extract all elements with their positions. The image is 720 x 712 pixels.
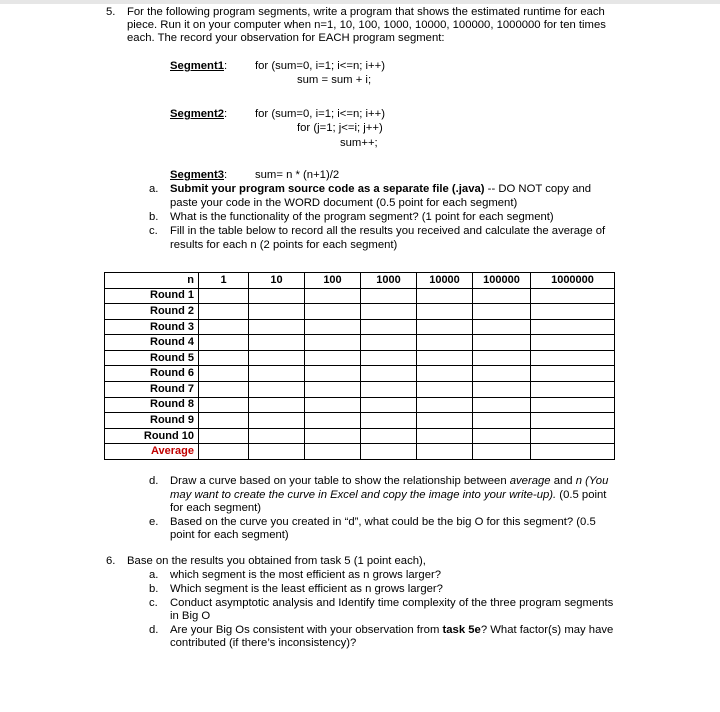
round-label: Round 7 xyxy=(105,382,199,398)
result-cell xyxy=(361,382,417,398)
result-cell xyxy=(305,304,361,320)
result-cell xyxy=(417,382,473,398)
item-d-line-2 xyxy=(170,489,606,503)
result-cell xyxy=(249,397,305,413)
item-a-rest: -- DO NOT copy and xyxy=(484,183,592,195)
question-5-intro-line-1: For the following program segments, write a program that shows the estimated runtime for each xyxy=(127,6,605,18)
header-cell-value: 100 xyxy=(305,273,361,289)
item-d-line-3: for each segment) xyxy=(170,502,262,514)
average-label: Average xyxy=(105,444,199,460)
result-cell xyxy=(249,350,305,366)
result-cell xyxy=(361,428,417,444)
header-cell-value: 1000 xyxy=(361,273,417,289)
result-cell xyxy=(199,397,249,413)
average-cell xyxy=(417,444,473,460)
result-cell xyxy=(531,288,615,304)
result-cell xyxy=(531,397,615,413)
item-d-line-1 xyxy=(170,475,608,489)
round-label: Round 5 xyxy=(105,350,199,366)
result-cell xyxy=(199,382,249,398)
round-label: Round 1 xyxy=(105,288,199,304)
header-cell-n: n xyxy=(105,273,199,289)
result-cell xyxy=(417,350,473,366)
round-label: Round 10 xyxy=(105,428,199,444)
result-cell xyxy=(531,366,615,382)
table-row xyxy=(105,382,615,398)
item-e-line-2: point for each segment) xyxy=(170,529,289,541)
segment-2-code-line-1: for (sum=0, i=1; i<=n; i++) xyxy=(255,108,385,120)
result-cell xyxy=(473,366,531,382)
table-header-row xyxy=(105,273,615,289)
item-e-line-1: Based on the curve you created in “d”, what could be the big O for this segment? (0.5 xyxy=(170,516,596,528)
item-d-letter: d. xyxy=(149,475,159,487)
item-a-bold: Submit your program source code as a separate file (.java) xyxy=(170,183,485,195)
result-cell xyxy=(199,413,249,429)
average-row xyxy=(105,444,615,460)
result-cell xyxy=(473,397,531,413)
result-cell xyxy=(531,382,615,398)
header-cell-value: 1000000 xyxy=(531,273,615,289)
average-cell xyxy=(249,444,305,460)
item-a-line-2: paste your code in the WORD document (0.5 point for each segment) xyxy=(170,197,518,209)
result-cell xyxy=(249,428,305,444)
header-cell-value: 10 xyxy=(249,273,305,289)
results-table-body xyxy=(105,273,615,460)
table-row xyxy=(105,428,615,444)
average-cell xyxy=(531,444,615,460)
result-cell xyxy=(199,304,249,320)
result-cell xyxy=(361,350,417,366)
table-row xyxy=(105,319,615,335)
item-d-average: average xyxy=(509,475,551,487)
item-c-line-2: results for each n (2 points for each segment) xyxy=(170,239,398,251)
result-cell xyxy=(361,288,417,304)
q6-item-d-post: ? What factor(s) may have xyxy=(480,624,614,636)
result-cell xyxy=(473,382,531,398)
table-row xyxy=(105,335,615,351)
segment-2-code-line-2: for (j=1; j<=i; j++) xyxy=(297,122,383,134)
item-d-and: and xyxy=(550,475,576,487)
q6-item-d-pre: Are your Big Os consistent with your observation from xyxy=(170,624,443,636)
q6-item-a-letter: a. xyxy=(149,569,159,581)
item-d-paren: (You xyxy=(582,475,609,487)
table-row xyxy=(105,288,615,304)
result-cell xyxy=(473,428,531,444)
result-cell xyxy=(417,288,473,304)
segment-1-code-line-2: sum = sum + i; xyxy=(297,74,372,86)
q6-item-d-line-1 xyxy=(170,624,613,638)
result-cell xyxy=(249,413,305,429)
question-5-number: 5. xyxy=(106,6,116,18)
segment-3-code: sum= n * (n+1)/2 xyxy=(255,169,340,181)
round-label: Round 6 xyxy=(105,366,199,382)
table-row xyxy=(105,366,615,382)
result-cell xyxy=(249,288,305,304)
segment-3-heading: Segment3: xyxy=(170,169,228,181)
result-cell xyxy=(361,304,417,320)
segment-1-heading: Segment1: xyxy=(170,60,228,72)
round-label: Round 8 xyxy=(105,397,199,413)
result-cell xyxy=(305,397,361,413)
question-5-intro-line-3: each. The record your observation for EACH program segment: xyxy=(127,32,445,44)
item-d-n: n xyxy=(575,475,582,487)
result-cell xyxy=(305,335,361,351)
result-cell xyxy=(361,319,417,335)
result-cell xyxy=(473,304,531,320)
result-cell xyxy=(199,319,249,335)
average-cell xyxy=(361,444,417,460)
result-cell xyxy=(531,428,615,444)
item-d-italic: may want to create the curve in Excel and copy the image into your write-up). xyxy=(170,489,557,501)
q6-item-d-letter: d. xyxy=(149,624,159,636)
result-cell xyxy=(473,335,531,351)
result-cell xyxy=(361,413,417,429)
result-cell xyxy=(305,288,361,304)
round-label: Round 9 xyxy=(105,413,199,429)
result-cell xyxy=(305,366,361,382)
result-cell xyxy=(531,350,615,366)
item-c-line-1: Fill in the table below to record all the results you received and calculate the average of xyxy=(170,225,606,237)
q6-item-d-line-2: contributed (if there’s inconsistency)? xyxy=(170,637,357,649)
result-cell xyxy=(199,366,249,382)
round-label: Round 2 xyxy=(105,304,199,320)
result-cell xyxy=(417,366,473,382)
result-cell xyxy=(361,366,417,382)
result-cell xyxy=(249,319,305,335)
result-cell xyxy=(199,335,249,351)
item-b-letter: b. xyxy=(149,211,159,223)
header-cell-value: 100000 xyxy=(473,273,531,289)
table-row xyxy=(105,413,615,429)
result-cell xyxy=(199,428,249,444)
result-cell xyxy=(305,350,361,366)
item-a-line-1 xyxy=(170,183,591,197)
header-cell-value: 1 xyxy=(199,273,249,289)
q6-item-a-line-1: which segment is the most efficient as n grows larger? xyxy=(170,569,442,581)
q6-item-c-line-1: Conduct asymptotic analysis and Identify time complexity of the three program segments xyxy=(170,597,614,609)
table-row xyxy=(105,397,615,413)
result-cell xyxy=(361,335,417,351)
table-row xyxy=(105,350,615,366)
result-cell xyxy=(305,428,361,444)
top-edge-strip xyxy=(0,0,720,4)
result-cell xyxy=(473,319,531,335)
segment-1-code-line-1: for (sum=0, i=1; i<=n; i++) xyxy=(255,60,385,72)
result-cell xyxy=(249,382,305,398)
result-cell xyxy=(473,413,531,429)
result-cell xyxy=(199,350,249,366)
result-cell xyxy=(417,397,473,413)
q6-item-d-bold: task 5e xyxy=(442,624,481,636)
average-cell xyxy=(199,444,249,460)
result-cell xyxy=(199,288,249,304)
segment-2-heading: Segment2: xyxy=(170,108,228,120)
question-6-intro: Base on the results you obtained from task 5 (1 point each), xyxy=(127,555,426,567)
q6-item-b-letter: b. xyxy=(149,583,159,595)
average-cell xyxy=(305,444,361,460)
result-cell xyxy=(417,428,473,444)
round-label: Round 3 xyxy=(105,319,199,335)
header-cell-value: 10000 xyxy=(417,273,473,289)
result-cell xyxy=(417,413,473,429)
result-cell xyxy=(305,319,361,335)
item-c-letter: c. xyxy=(149,225,158,237)
item-d-rest: (0.5 point xyxy=(556,489,607,501)
result-cell xyxy=(305,382,361,398)
result-cell xyxy=(417,335,473,351)
segment-3-label: Segment3 xyxy=(170,169,224,181)
result-cell xyxy=(531,413,615,429)
round-label: Round 4 xyxy=(105,335,199,351)
average-cell xyxy=(473,444,531,460)
q6-item-b-line-1: Which segment is the least efficient as n grows larger? xyxy=(170,583,443,595)
item-a-letter: a. xyxy=(149,183,159,195)
results-table xyxy=(104,272,615,460)
result-cell xyxy=(417,304,473,320)
item-d-pre: Draw a curve based on your table to show the relationship between xyxy=(170,475,510,487)
result-cell xyxy=(249,366,305,382)
result-cell xyxy=(249,304,305,320)
result-cell xyxy=(473,288,531,304)
segment-2-code-line-3: sum++; xyxy=(340,137,378,149)
q6-item-c-letter: c. xyxy=(149,597,158,609)
question-5-intro-line-2: piece. Run it on your computer when n=1, 10, 100, 1000, 10000, 100000, 1000000 for ten times xyxy=(127,19,606,31)
result-cell xyxy=(473,350,531,366)
segment-2-label: Segment2 xyxy=(170,108,224,120)
item-b-line-1: What is the functionality of the program segment? (1 point for each segment) xyxy=(170,211,554,223)
result-cell xyxy=(305,413,361,429)
q6-item-c-line-2: in Big O xyxy=(170,610,211,622)
table-row xyxy=(105,304,615,320)
result-cell xyxy=(249,335,305,351)
segment-1-label: Segment1 xyxy=(170,60,224,72)
question-6-number: 6. xyxy=(106,555,116,567)
result-cell xyxy=(531,304,615,320)
result-cell xyxy=(531,319,615,335)
item-e-letter: e. xyxy=(149,516,159,528)
result-cell xyxy=(531,335,615,351)
result-cell xyxy=(417,319,473,335)
result-cell xyxy=(361,397,417,413)
